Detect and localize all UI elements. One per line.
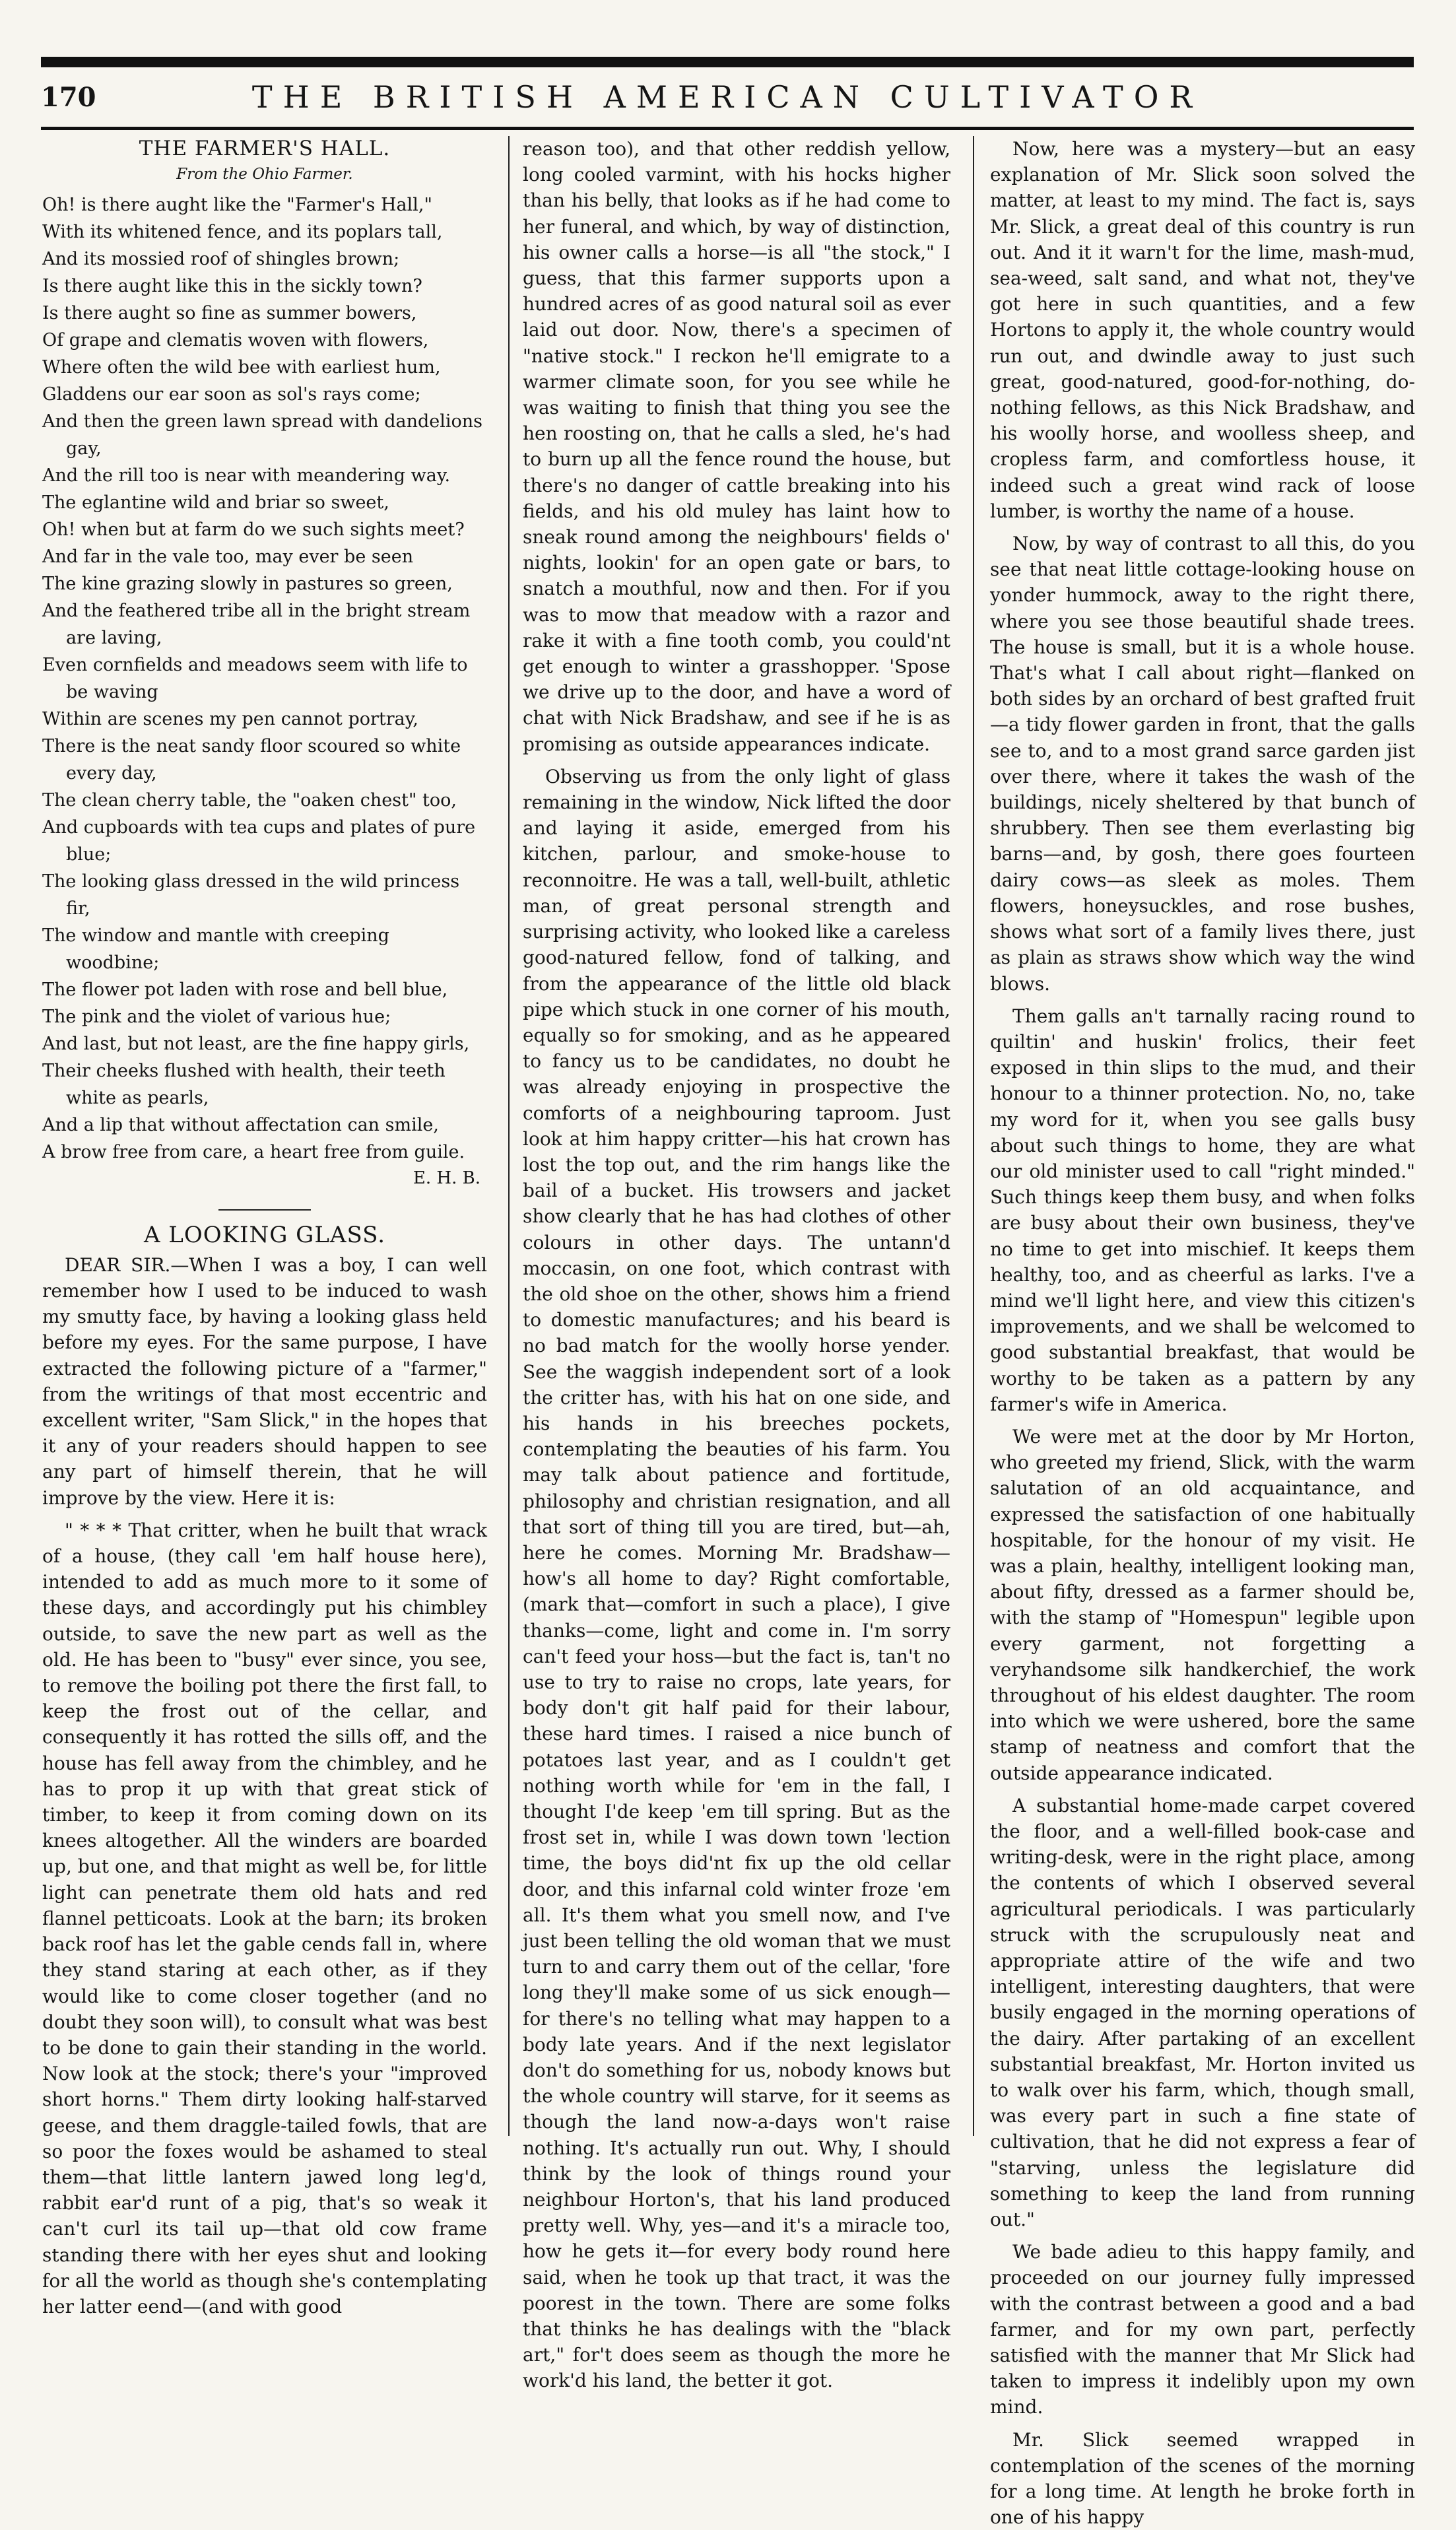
poem-line: And last, but not least, are the fine happy girls, [42,1034,470,1055]
journal-title: THE BRITISH AMERICAN CULTIVATOR [251,79,1203,115]
poem-line: The looking glass dressed in the wild princess fir, [42,871,460,919]
poem-line: Is there aught so fine as summer bowers, [42,303,417,324]
column-divider-1 [508,136,510,2136]
column-3 [990,136,1415,2529]
poem-line: And the rill too is near with meandering way. [42,465,451,486]
poem-line: The flower pot laden with rose and bell blue, [42,980,448,1001]
poem-line: And its mossied roof of shingles brown; [42,249,400,270]
poem-line: And a lip that without affectation can smile, [42,1115,439,1136]
article-paragraph: DEAR SIR.—When I was a boy, I can well remember how I used to be induced to wash my smutty face, by having a looking glass held before my eyes. For the same purpose, I have extracted the following picture of a "farmer," from the writings of that most eccentric and excellent writer, "Sam Slick," in the hopes that it any of your readers should happen to see any part of himself therein, that he will improve by the view. Here it is: [42,1253,487,1509]
poem-body [42,191,487,1166]
article-paragraph: Now, by way of contrast to all this, do you see that neat little cottage-looking house on yonder hummock, away to the right there, where you see those beautiful shade trees. The house is small, but it is a whole house. That's what I call about right—flanked on both sides by an orchard of best grafted fruit—a tidy flower garden in front, that the galls see to, and to a most grand sarce garden jist over there, where it takes the wash of the buildings, nicely sheltered by that bunch of shrubbery. Then see them everlasting big barns—and, by gosh, there goes fourteen dairy cows—as sleek as moles. Them flowers, honeysuckles, and rose bushes, shows what sort of a family lives there, just as plain as straws show which way the wind blows. [990,533,1415,995]
poem-line: And cupboards with tea cups and plates of pure blue; [42,817,476,865]
poem-line: Is there aught like this in the sickly town? [42,276,422,297]
poem-line: The clean cherry table, the "oaken chest" too, [42,790,457,811]
article-paragraph: Now, here was a mystery—but an easy explanation of Mr. Slick soon solved the matter, at least to my mind. The fact is, says Mr. Slick, a great deal of this country is run out. And it it warn't for the lime, mash-mud, sea-weed, salt sand, and what not, they've got here in such quantities, and a few Hortons to apply it, the whole country would run out, and dwindle away to just such great, good-natured, good-for-nothing, do-nothing fellows, as this Nick Bradshaw, and his woolly horse, and woolless sheep, and cropless farm, and comfortless house, it indeed such a great wind rack of loose lumber, is worthy the name of a house. [990,138,1415,522]
poem-line: Of grape and clematis woven with flowers, [42,330,429,351]
page-number: 170 [41,82,96,113]
article-paragraph: reason too), and that other reddish yellow, long cooled varmint, with his hocks higher than his belly, that looks as if he had come to her funeral, and which, by way of distinction, his owner calls a horse—is all "the stock," I guess, that this farmer supports upon a hundred acres of as good natural soil as ever laid out door. Now, there's a specimen of "native stock." I reckon he'll emigrate to a warmer climate soon, for you see while he was waiting to finish that thing you see the hen roosting on, that he calls a sled, he's had to burn up all the fence round the house, but there's no danger of cattle breaking into his fields, and his old muley has laint how to sneak round among the neighbours' fields o' nights, lookin' for an open gate or bars, to snatch a mouthful, now and then. For if you was to mow that meadow with a razor and rake it with a fine tooth comb, you could'nt get enough to winter a grasshopper. 'Spose we drive up to the door, and have a word of chat with Nick Bradshaw, and see if he is as promising as outside appearances indicate. [523,138,950,755]
column-divider-2 [973,136,974,2136]
poem-line: There is the neat sandy floor scoured so white every day, [42,736,461,784]
header-rule [41,127,1414,130]
poem-line: And far in the vale too, may ever be seen [42,547,414,568]
poem-line: Their cheeks flushed with health, their teeth white as pearls, [42,1061,446,1109]
poem-line: The pink and the violet of various hue; [42,1007,391,1028]
poem-line: The window and mantle with creeping woodbine; [42,925,389,974]
top-border-rule [41,57,1414,67]
poem-line: The kine grazing slowly in pastures so green, [42,574,453,595]
poem-line: Within are scenes my pen cannot portray, [42,709,418,730]
poem-source: From the Ohio Farmer. [176,166,353,183]
section-divider [218,1209,311,1211]
poem-line: Gladdens our ear soon as sol's rays come; [42,384,421,405]
poem-line: With its whitened fence, and its poplars tall, [42,222,443,243]
poem-line: Oh! is there aught like the "Farmer's Hall," [42,195,432,216]
page-header [41,79,1414,125]
article-paragraph: " * * * That critter, when he built that wrack of a house, (they call 'em half house here), intended to add as much more to it some of these days, and accordingly put his chimbley outside, to save the new part as well as the old. He has been to "busy" ever since, you see, to remove the boiling pot there the first fall, to keep the frost out of the cellar, and consequently it has rotted the sills off, and the house has fell away from the chimbley, and he has to prop it up with that great stick of timber, to keep it from coming down on its knees altogether. All the winders are boarded up, but one, and that might as well be, for little light can penetrate them old hats and red flannel petticoats. Look at the barn; its broken back roof has let the gable cends fall in, where they stand staring at each other, as if they would like to come closer together (and no doubt they soon will), to consult what was best to be done to gain their standing in the world. Now look at the stock; there's your "improved short horns." Them dirty looking half-starved geese, and them draggle-tailed fowls, that are so poor the foxes would be ashamed to steal them—that little lantern jawed long leg'd, rabbit ear'd runt of a pig, that's so weak it can't curl its tail up—that old cow frame standing there with her eyes shut and looking for all the world as though she's contemplating her latter eend—(and with good [42,1519,487,2317]
poem-line: Even cornfields and meadows seem with life to be waving [42,655,468,703]
column-2 [523,136,950,2392]
article-paragraph: We were met at the door by Mr Horton, who greeted my friend, Slick, with the warm salutation of an old acquaintance, and expressed the satisfaction of one habitually hospitable, for the honour of my visit. He was a plain, healthy, intelligent looking man, about fifty, dressed as a farmer should be, with the stamp of "Homespun" legible upon every garment, not forgetting a veryhandsome silk handkerchief, the work throughout of his eldest daughter. The room into which we were ushered, bore the same stamp of neatness and comfort that the outside appearance indicated. [990,1425,1415,1784]
poem-signature: E. H. B. [413,1168,480,1189]
article-paragraph: A substantial home-made carpet covered the floor, and a well-filled book-case and writing-desk, were in the right place, among the contents of which I observed several agricultural periodicals. I was particularly struck with the scrupulously neat and appropriate attire of the wife and two intelligent, interesting daughters, that were busily engaged in the morning operations of the dairy. After partaking of an excellent substantial breakfast, Mr. Horton invited us to walk over his farm, which, though small, was every part in such a fine state of cultivation, that he did not express a fear of "starving, unless the legislature did something to keep the land from running out." [990,1794,1415,2231]
poem-line: The eglantine wild and briar so sweet, [42,492,389,514]
article-paragraph: We bade adieu to this happy family, and proceeded on our journey fully impressed with the contrast between a good and a bad farmer, and for my own part, perfectly satisfied with the manner that Mr Slick had taken to impress it indelibly upon my own mind. [990,2241,1415,2418]
article-paragraph: Observing us from the only light of glass remaining in the window, Nick lifted the door and laying it aside, emerged from his kitchen, parlour, and smoke-house to reconnoitre. He was a tall, well-built, athletic man, of great personal strength and surprising activity, who looked like a careless good-natured fellow, fond of talking, and from the appearance of the little old black pipe which stuck in one corner of his mouth, equally so for smoking, and as he appeared to fancy us to be candidates, no doubt he was already enjoying in prospective the comforts of a neighbouring taproom. Just look at him happy critter—his hat crown has lost the top out, and the rim hangs like the bail of a bucket. His trowsers and jacket show clearly that he has had clothes of other colours in other days. The untann'd moccasin, on one foot, which contrast with the old shoe on the other, shows him a friend to domestic manufactures; and his beard is no bad match for the woolly horse yender. See the waggish independent sort of a look the critter has, with his hat on one side, and his hands in his breeches pockets, contemplating the beauties of his farm. You may talk about patience and fortitude, philosophy and christian resignation, and all that sort of thing till you are tired, but—ah, here he comes. Morning Mr. Bradshaw—how's all home to day? Right comfortable, (mark that—comfort in such a place), I give thanks—come, light and come in. I'm sorry can't feed your hoss—but the fact is, tan't no use to try to raise no crops, late years, for body don't git half paid for their labour, these hard times. I raised a nice bunch of potatoes last year, and as I couldn't get nothing worth while for 'em in the fall, I thought I'de keep 'em till spring. But as the frost set in, while I was down town 'lection time, the boys did'nt fix up the old cellar door, and this infarnal cold winter froze 'em all. It's them what you smell now, and I've just been telling the old woman that we must turn to and carry them out of the cellar, 'fore long they'll make some of us sick enough—for there's no telling what may happen to a body late years. And if the next legislator don't do something for us, nobody knows but the whole country will starve, for it seems as though the land now-a-days won't raise nothing. It's actually run out. Why, I should think by the look of things round your neighbour Horton's, that his land produced pretty well. Why, yes—and it's a miracle too, how he gets it—for every body round here said, when he took up that tract, it was the poorest in the town. There are some folks that thinks he has dealings with the "black art," for't does seem as though the more he work'd his land, the better it got. [523,765,950,2392]
column-1 [42,136,487,2317]
poem-line: Where often the wild bee with earliest hum, [42,357,441,378]
article-paragraph: Mr. Slick seemed wrapped in contemplation of the scenes of the morning for a long time. At length he broke forth in one of his happy [990,2428,1415,2529]
poem-line: And then the green lawn spread with dandelions gay, [42,411,483,459]
poem-line: And the feathered tribe all in the bright stream are laving, [42,601,471,649]
article-paragraph: Them galls an't tarnally racing round to quiltin' and huskin' frolics, their feet exposed in thin slips to the mud, and their honour to a thinner protection. No, no, take my word for it, when you see galls busy about such things to home, they are what our old minister used to call "right minded." Such things keep them busy, and when folks are busy about their own business, they've no time to get into mischief. It keeps them healthy, too, and as cheerful as larks. I've a mind we'll light here, and view this citizen's improvements, and we shall be welcomed to good substantial breakfast, that would be worthy to be taken as a pattern by any farmer's wife in America. [990,1005,1415,1415]
poem-line: Oh! when but at farm do we such sights meet? [42,519,465,541]
article-title: A LOOKING GLASS. [143,1221,386,1248]
poem-line: A brow free from care, a heart free from guile. [42,1142,465,1163]
poem-title: THE FARMER'S HALL. [139,137,391,160]
